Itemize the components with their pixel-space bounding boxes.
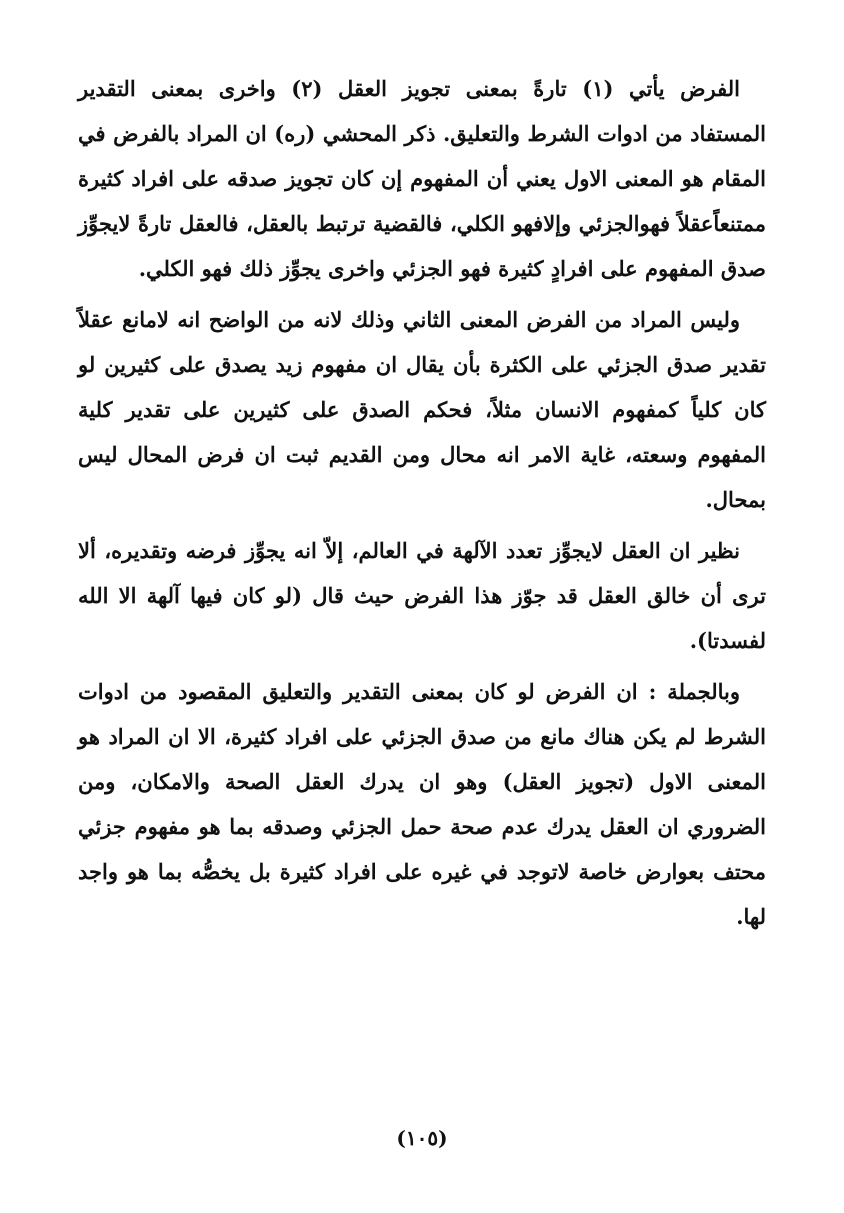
paragraph-4: وبالجملة : ان الفرض لو كان بمعنى التقدير والتعليق المقصود من ادوات الشرط لم يكن هناك مانع من صدق الجزئي على افراد كثيرة، الا ان المراد هو المعنى الاول (تجويز العقل) وهو ان يدرك العقل الصحة والامكان، ومن الضروري ان العقل يدرك عدم صحة حمل الجزئي وصدقه بما هو مفهوم جزئي محتف بعوارض خاصة لاتوجد في غيره على افراد كثيرة بل يخصُّه بما هو واجد لها. — [78, 679, 766, 929]
paragraph-3: نظير ان العقل لايجوِّز تعدد الآلهة في العالم، إلاّ انه يجوِّز فرضه وتقديره، ألا ترى أن خالق العقل قد جوّز هذا الفرض حيث قال (لو كان فيها آلهة الا الله لفسدتا). — [78, 538, 766, 653]
page-number: (١٠٥) — [396, 1126, 448, 1150]
paragraph-1: الفرض يأتي (١) تارةً بمعنى تجويز العقل (٢) واخرى بمعنى التقدير المستفاد من ادوات الشرط والتعليق. ذكر المحشي (ره) ان المراد بالفرض في المقام هو المعنى الاول يعني أن المفهوم إن كان تجويز صدقه على افراد كثيرة ممتنعاًعقلاً فهوالجزئي وإلافهو الكلي، فالقضية ترتبط بالعقل، فالعقل تارةً لايجوِّز صدق المفهوم على افرادٍ كثيرة فهو الجزئي واخرى يجوِّز ذلك فهو الكلي. — [78, 76, 766, 281]
page-body — [78, 66, 766, 945]
paragraph-2: وليس المراد من الفرض المعنى الثاني وذلك لانه من الواضح انه لامانع عقلاً تقدير صدق الجزئي على الكثرة بأن يقال ان مفهوم زيد يصدق على كثيرين لو كان كلياً كمفهوم الانسان مثلاً، فحكم الصدق على كثيرين على تقدير كلية المفهوم وسعته، غاية الامر انه محال ومن القديم ثبت ان فرض المحال ليس بمحال. — [78, 307, 766, 512]
